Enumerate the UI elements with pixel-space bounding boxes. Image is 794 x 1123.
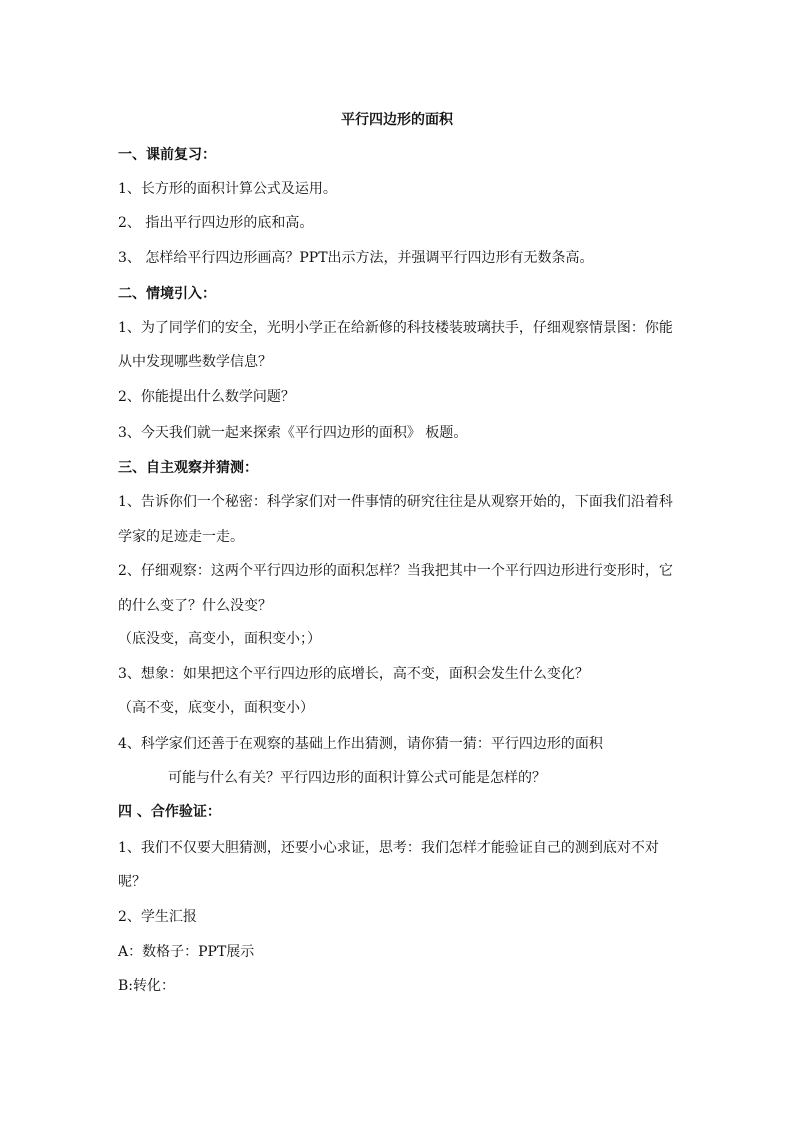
paragraph-line: 3、今天我们就一起来探索《平行四边形的面积》 板题。 bbox=[118, 425, 468, 441]
paragraph-line: 1、告诉你们一个秘密：科学家们对一件事情的研究往往是从观察开始的，下面我们沿着科 bbox=[118, 494, 673, 510]
paragraph-line: 1、我们不仅要大胆猜测，还要小心求证，思考：我们怎样才能验证自己的测到底对不对 bbox=[118, 840, 659, 856]
section-heading-observe: 三、自主观察并猜测： bbox=[118, 460, 258, 476]
paragraph-line: （高不变，底变小，面积变小） bbox=[118, 700, 314, 716]
section-heading-verify: 四 、合作验证： bbox=[118, 804, 221, 820]
paragraph-line: 呢？ bbox=[118, 874, 146, 890]
paragraph-line: 1、为了同学们的安全，光明小学正在给新修的科技楼装玻璃扶手，仔细观察情景图：你能 bbox=[118, 320, 673, 336]
paragraph-line: 4、科学家们还善于在观察的基础上作出猜测，请你猜一猜：平行四边形的面积 bbox=[118, 736, 603, 752]
paragraph-line: 的什么变了？什么没变？ bbox=[118, 598, 272, 614]
paragraph-line: 1、长方形的面积计算公式及运用。 bbox=[118, 181, 337, 197]
paragraph-line: 从中发现哪些数学信息？ bbox=[118, 354, 272, 370]
paragraph-line: 3、想象：如果把这个平行四边形的底增长，高不变，面积会发生什么变化？ bbox=[118, 666, 589, 682]
paragraph-line: 3、 怎样给平行四边形画高？PPT出示方法，并强调平行四边形有无数条高。 bbox=[118, 250, 594, 266]
paragraph-line: B:转化： bbox=[118, 978, 176, 994]
paragraph-line: 2、你能提出什么数学问题？ bbox=[118, 389, 295, 405]
section-heading-review: 一、课前复习： bbox=[118, 147, 216, 163]
paragraph-line: 2、仔细观察：这两个平行四边形的面积怎样？当我把其中一个平行四边形进行变形时，它 bbox=[118, 563, 673, 579]
section-heading-situation: 二、情境引入： bbox=[118, 286, 216, 302]
paragraph-line: （底没变，高变小，面积变小；） bbox=[118, 631, 321, 647]
paragraph-line: A：数格子：PPT展示 bbox=[118, 944, 255, 960]
paragraph-line-indented: 可能与什么有关？平行四边形的面积计算公式可能是怎样的？ bbox=[168, 770, 546, 786]
document-title: 平行四边形的面积 bbox=[341, 112, 453, 128]
paragraph-line: 学家的足迹走一走。 bbox=[118, 529, 244, 545]
paragraph-line: 2、学生汇报 bbox=[118, 909, 197, 925]
paragraph-line: 2、 指出平行四边形的底和高。 bbox=[118, 215, 314, 231]
